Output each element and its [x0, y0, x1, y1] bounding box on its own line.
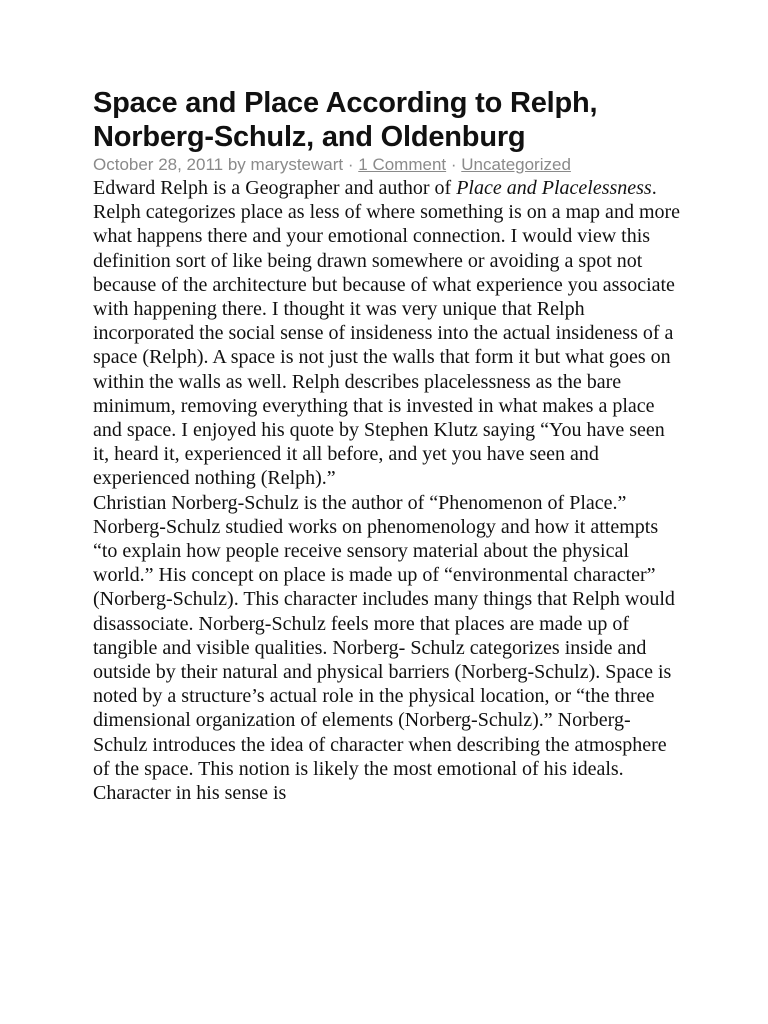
meta-separator: · — [347, 155, 354, 174]
paragraph-relph-part1: Edward Relph is a Geographer and author of — [93, 177, 457, 199]
post-date: October 28, 2011 — [93, 155, 224, 174]
post-body — [93, 176, 683, 805]
paragraph-relph — [93, 176, 683, 491]
post-title: Space and Place According to Relph, Norberg-Schulz, and Oldenburg — [93, 87, 598, 153]
meta-separator: · — [450, 155, 457, 174]
paragraph-relph-part2: . Relph categorizes place as less of where something is on a map and more what happens there and your emotional connection. I would view this definition sort of like being drawn somewhere or avoiding a spot not because of the architecture but because of what experience you associate with happening there. I thought it was very unique that Relph incorporated the social sense of insideness into the actual insideness of a space (Relph). A space is not just the walls that form it but what goes on within the walls as well. Relph describes placelessness as the bare minimum, removing everything that is invested in what makes a place and space. I enjoyed his quote by Stephen Klutz saying “You have seen it, heard it, experienced it all before, and yet you have seen and experienced nothing (Relph).” — [93, 177, 681, 490]
paragraph-norberg-schulz: Christian Norberg-Schulz is the author of “Phenomenon of Place.” Norberg-Schulz studied works on phenomenology and how it attempts “to explain how people receive sensory material about the physical world.” His concept on place is made up of “environmental character” (Norberg-Schulz). This character includes many things that Relph would disassociate. Norberg-Schulz feels more that places are made up of tangible and visible qualities. Norberg- Schulz categorizes inside and outside by their natural and physical barriers (Norberg-Schulz). Space is noted by a structure’s actual role in the physical location, or “the three dimensional organization of elements (Norberg-Schulz).” Norberg-Schulz introduces the idea of character when describing the atmosphere of the space. This notion is likely the most emotional of his ideals. Character in his sense is — [93, 491, 675, 805]
book-title: Place and Placelessness — [456, 177, 652, 199]
blog-post — [93, 86, 683, 805]
post-author: marystewart — [250, 155, 344, 174]
comments-link[interactable]: 1 Comment — [358, 155, 447, 174]
post-meta — [93, 154, 683, 176]
post-by: by — [227, 155, 246, 174]
category-link[interactable]: Uncategorized — [461, 155, 571, 174]
